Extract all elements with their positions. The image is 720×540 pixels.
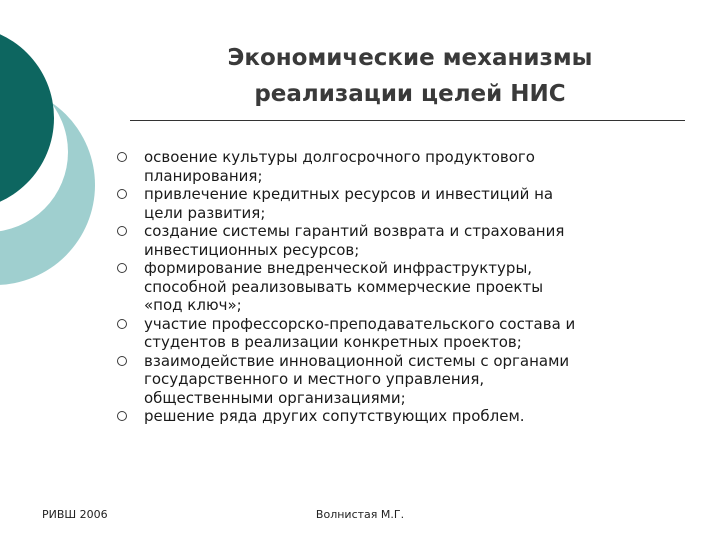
bullet-item [110, 315, 690, 352]
bullet-circle-icon [117, 411, 127, 421]
bullet-item [110, 259, 690, 315]
bullet-text-line: привлечение кредитных ресурсов и инвестиций на [144, 185, 554, 203]
bullet-text-line: формирование внедренческой инфраструктуры, [144, 259, 533, 277]
bullet-text-line: студентов в реализации конкретных проектов; [144, 333, 522, 351]
bullet-circle-icon [117, 356, 127, 366]
bullet-circle-icon [117, 319, 127, 329]
title-line-2: реализации целей НИС [254, 81, 566, 107]
footer-organization: РИВШ 2006 [42, 508, 108, 521]
decorative-circles [0, 0, 120, 300]
bullet-text-line: решение ряда других сопутствующих проблем. [144, 407, 525, 425]
bullet-text-line: «под ключ»; [144, 296, 242, 314]
title-line-1: Экономические механизмы [227, 45, 593, 71]
bullet-text-line: инвестиционных ресурсов; [144, 240, 360, 259]
bullet-text-line: государственного и местного управления, [144, 370, 485, 388]
bullet-circle-icon [117, 152, 127, 162]
footer-author: Волнистая М.Г. [315, 508, 405, 521]
slide-title [150, 40, 670, 112]
bullet-text-line: участие профессорско-преподавательского состава и [144, 314, 576, 333]
bullet-item [110, 222, 690, 259]
bullet-text-line: способной реализовывать коммерческие проекты [144, 277, 544, 296]
bullet-circle-icon [117, 263, 127, 273]
bullet-text-line: общественными организациями; [144, 388, 406, 407]
bullet-item [110, 352, 690, 408]
bullet-item [110, 148, 690, 185]
bullet-text-line: создание системы гарантий возврата и страхования [144, 222, 565, 240]
bullet-text-line: цели развития; [144, 203, 266, 222]
bullet-list [110, 148, 690, 426]
bullet-circle-icon [117, 226, 127, 236]
bullet-text-line: освоение культуры долгосрочного продуктового [144, 148, 535, 166]
title-divider [130, 120, 685, 121]
bullet-text-line: взаимодействие инновационной системы с органами [144, 351, 570, 370]
bullet-circle-icon [117, 189, 127, 199]
bullet-item [110, 407, 690, 426]
bullet-item [110, 185, 690, 222]
bullet-text-line: планирования; [144, 166, 263, 185]
